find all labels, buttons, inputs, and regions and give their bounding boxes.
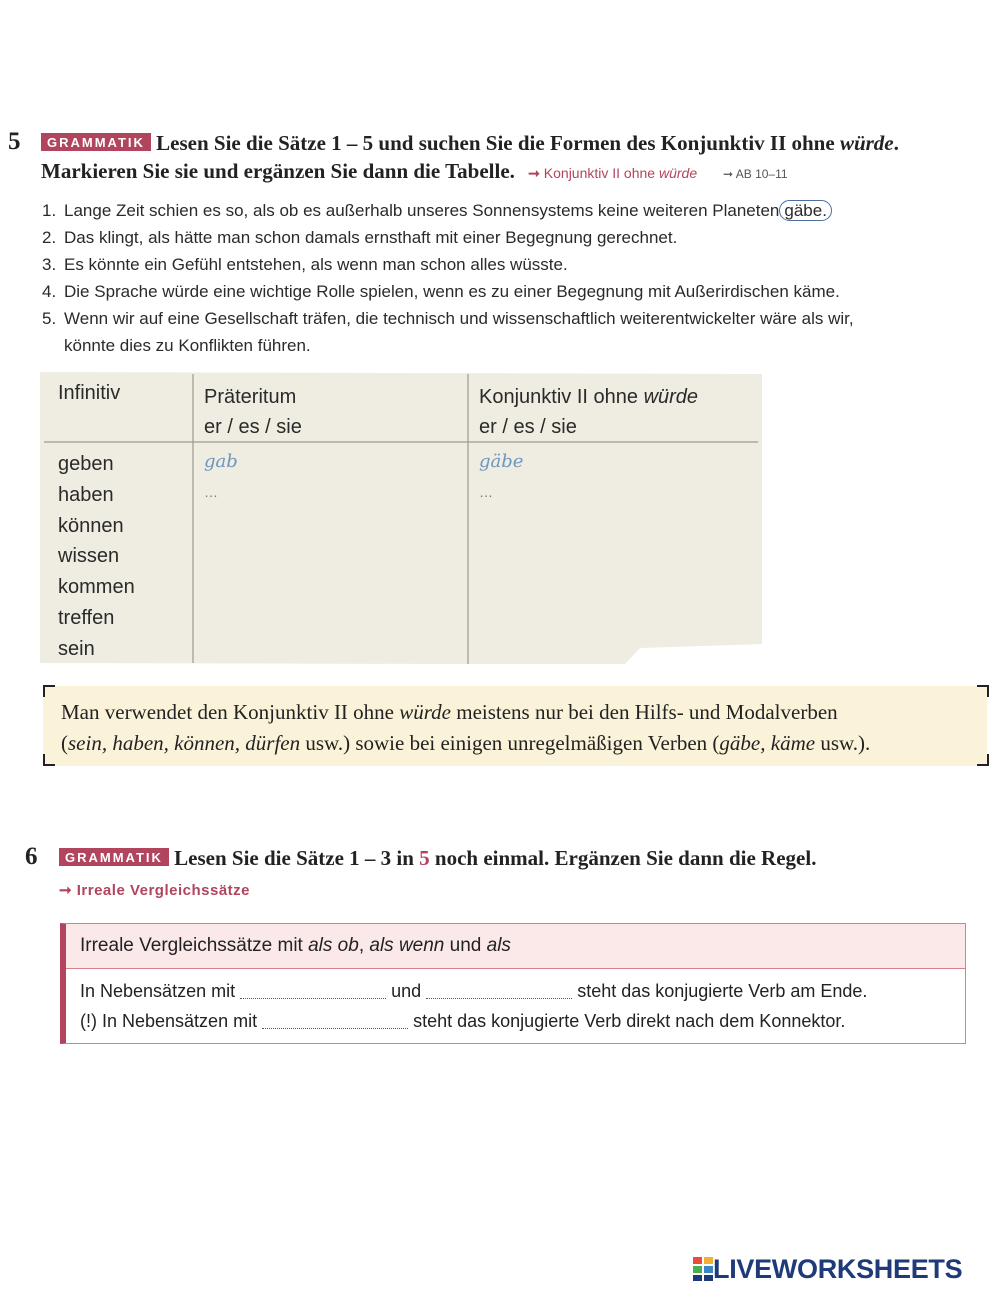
infinitive-list <box>58 449 135 665</box>
infinitive-item: haben <box>58 483 114 506</box>
bracket-bottom-left <box>43 754 55 766</box>
sentence-3: 3. Es könnte ein Gefühl entstehen, als wenn man schon alles wüsste. <box>42 255 568 274</box>
arrow-right-icon: ➞ <box>528 165 540 181</box>
exercise-5-number: 5 <box>8 128 21 155</box>
praeteritum-placeholder[interactable]: … <box>204 484 218 500</box>
liveworksheets-logo <box>693 1254 962 1285</box>
infinitive-item: können <box>58 514 124 537</box>
regel-line-2: (!) In Nebensätzen mit steht das konjugierte Verb direkt nach dem Konnektor. <box>80 1011 846 1031</box>
sentence-2: 2. Das klingt, als hätte man schon damals ernsthaft mit einer Begegnung gerechnet. <box>42 228 678 247</box>
exercise-6-number: 6 <box>25 843 38 870</box>
infinitive-item: sein <box>58 637 95 660</box>
bracket-bottom-right <box>977 754 989 766</box>
sentence-5: 5. Wenn wir auf eine Gesellschaft träfen, die technisch und wissenschaftlich weiterentwickelter wäre als wir, <box>42 309 854 328</box>
exercise-5-heading-line2 <box>41 159 788 184</box>
exercise-reference-5[interactable]: 5 <box>419 846 430 870</box>
exercise-5-heading <box>41 131 899 156</box>
sentence-4: 4. Die Sprache würde eine wichtige Rolle spielen, wenn es zu einer Begegnung mit Außerirdischen käme. <box>42 282 840 301</box>
bracket-top-left <box>43 685 55 697</box>
table-header-infinitiv: Infinitiv <box>58 382 121 404</box>
heading-italic: würde <box>839 131 894 155</box>
arrow-right-icon: ➞ <box>59 882 73 899</box>
exercise-6-heading: GRAMMATIK Lesen Sie die Sätze 1 – 3 in 5 noch einmal. Ergänzen Sie dann die Regel. <box>59 846 816 871</box>
ab-reference[interactable]: ➞ AB 10–11 <box>723 167 788 181</box>
infinitive-item: wissen <box>58 545 120 568</box>
arrow-right-icon: ➞ <box>723 167 734 181</box>
regel-title: Irreale Vergleichssätze mit als ob, als wenn und als <box>80 935 511 956</box>
sentence-5-cont: könnte dies zu Konflikten führen. <box>64 336 311 355</box>
table-header-konjunktiv: Konjunktiv II ohne würde er / es / sie <box>479 386 699 438</box>
regel-line-1: In Nebensätzen mit und steht das konjugierte Verb am Ende. <box>80 981 868 1001</box>
grammar-reference-link[interactable]: ➞ Irreale Vergleichssätze <box>59 882 251 899</box>
blank-input-2[interactable] <box>426 982 572 999</box>
konjunktiv-placeholder[interactable]: … <box>479 484 493 500</box>
infinitive-item: kommen <box>58 576 135 599</box>
marked-verb-gaebe[interactable]: gäbe. <box>779 200 832 221</box>
rule-text: Man verwendet den Konjunktiv II ohne würde meistens nur bei den Hilfs- und Modalverben (sein, haben, können, dürfen usw.) sowie bei einigen unregelmäßigen Verben (gäbe, käme usw.). <box>61 700 871 755</box>
blank-input-1[interactable] <box>240 982 386 999</box>
table-header-praeteritum: Präteritum er / es / sie <box>204 386 302 438</box>
praeteritum-example: gab <box>204 451 238 472</box>
bracket-top-right <box>977 685 989 697</box>
konjunktiv-example: gäbe <box>479 451 524 472</box>
sentence-list <box>42 197 982 359</box>
grammar-reference-link[interactable]: ➞ Konjunktiv II ohne würde <box>528 165 698 181</box>
sentence-1: 1. Lange Zeit schien es so, als ob es außerhalb unseres Sonnensystems keine weiteren Planeten gäbe. <box>42 197 982 224</box>
logo-grid-icon <box>693 1257 713 1281</box>
heading-text: Lesen Sie die Sätze 1 – 5 und suchen Sie die Formen des Konjunktiv II ohne <box>156 131 835 155</box>
infinitive-item: treffen <box>58 606 115 629</box>
logo-text: LIVEWORKSHEETS <box>713 1254 963 1284</box>
heading-line2-text: Markieren Sie sie und ergänzen Sie dann die Tabelle. <box>41 159 515 183</box>
infinitive-item: geben <box>58 453 114 475</box>
heading-end: . <box>893 131 899 155</box>
blank-input-3[interactable] <box>262 1012 408 1029</box>
grammatik-badge: GRAMMATIK <box>41 133 151 151</box>
grammatik-badge: GRAMMATIK <box>59 848 169 866</box>
